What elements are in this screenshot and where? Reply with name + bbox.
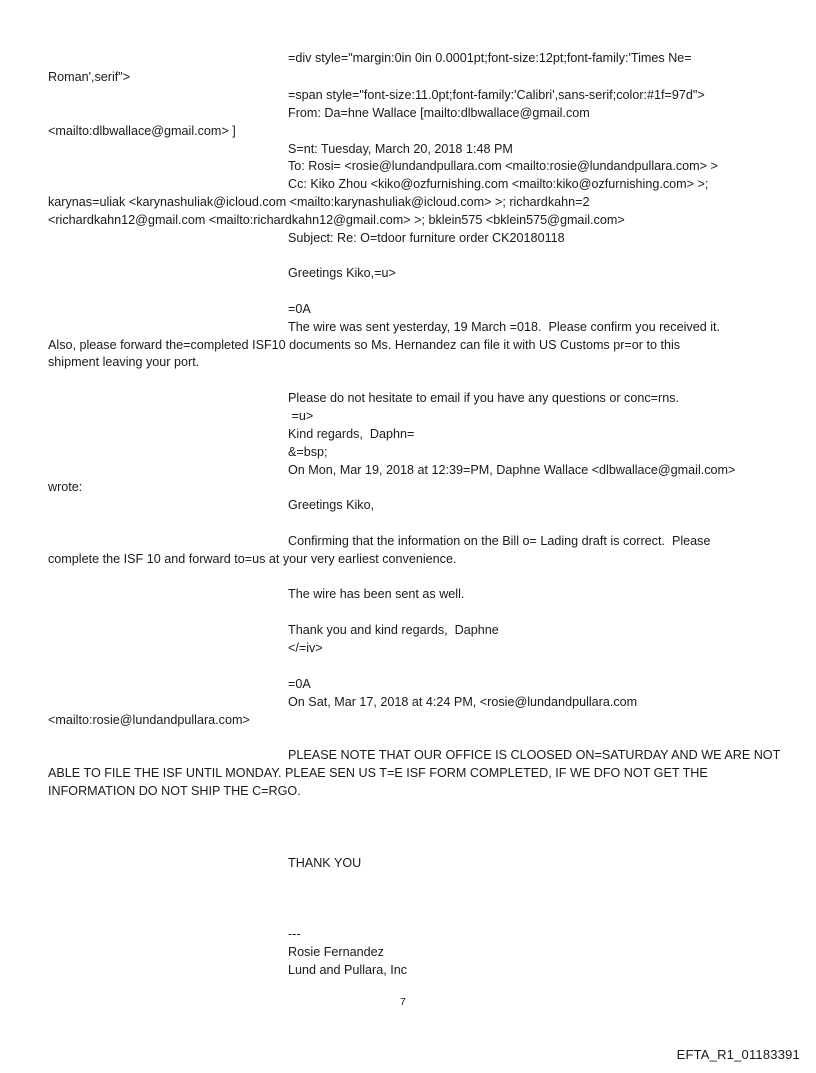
email-text-line: PLEASE NOTE THAT OUR OFFICE IS CLOOSED ON=SATURDAY AND WE ARE NOT — [288, 748, 781, 762]
email-text-line: <mailto:rosie@lundandpullara.com> — [48, 713, 250, 727]
email-text-line: <mailto:dlbwallace@gmail.com> ] — [48, 124, 236, 138]
email-text-line: On Sat, Mar 17, 2018 at 4:24 PM, <rosie@lundandpullara.com — [288, 695, 638, 709]
email-text-line: Please do not hesitate to email if you have any questions or conc=rns. — [288, 391, 679, 405]
signature-company: Lund and Pullara, Inc — [288, 963, 408, 977]
email-text-line: INFORMATION DO NOT SHIP THE C=RGO. — [48, 784, 301, 798]
email-text-line: Greetings Kiko, — [288, 498, 375, 512]
email-text-line: Kind regards, Daphn= — [288, 427, 415, 441]
email-text-line: wrote: — [48, 480, 83, 494]
bates-number: EFTA_R1_01183391 — [676, 1047, 800, 1062]
email-text-line: complete the ISF 10 and forward to=us at your very earliest convenience. — [48, 552, 457, 566]
signature-name: Rosie Fernandez — [288, 945, 384, 959]
email-text-line: shipment leaving your port. — [48, 355, 200, 369]
email-text-line: =div style="margin:0in 0in 0.0001pt;font-size:12pt;font-family:'Times Ne= — [288, 51, 692, 65]
email-text-line: <richardkahn12@gmail.com <mailto:richardkahn12@gmail.com> >; bklein575 <bklein575@gmail.com> — [48, 213, 625, 227]
email-subject-line: Subject: Re: O=tdoor furniture order CK20180118 — [288, 231, 565, 245]
signature-separator: --- — [288, 927, 301, 941]
email-text-line: On Mon, Mar 19, 2018 at 12:39=PM, Daphne Wallace <dlbwallace@gmail.com> — [288, 463, 736, 477]
email-text-line: </=iv> — [288, 641, 323, 655]
email-text-line: =u> — [288, 409, 314, 423]
email-text-line: &=bsp; — [288, 445, 328, 459]
email-text-line: Also, please forward the=completed ISF10 documents so Ms. Hernandez can file it with US Customs pr=or to this — [48, 338, 681, 352]
email-cc-line: Cc: Kiko Zhou <kiko@ozfurnishing.com <mailto:kiko@ozfurnishing.com> >; — [288, 177, 709, 191]
email-to-line: To: Rosi= <rosie@lundandpullara.com <mailto:rosie@lundandpullara.com> > — [288, 159, 718, 173]
email-text-line: The wire was sent yesterday, 19 March =018. Please confirm you received it. — [288, 320, 720, 334]
email-text-line: =0A — [288, 677, 311, 691]
email-text-line: =span style="font-size:11.0pt;font-family:'Calibri',sans-serif;color:#1f=97d"> — [288, 88, 705, 102]
email-text-line: karynas=uliak <karynashuliak@icloud.com <mailto:karynashuliak@icloud.com> >; richardkahn=2 — [48, 195, 590, 209]
email-from-line: From: Da=hne Wallace [mailto:dlbwallace@gmail.com — [288, 106, 590, 120]
page-number: 7 — [400, 996, 406, 1008]
email-text-line: =0A — [288, 302, 311, 316]
email-sent-line: S=nt: Tuesday, March 20, 2018 1:48 PM — [288, 142, 513, 156]
email-text-line: The wire has been sent as well. — [288, 587, 465, 601]
email-text-line: Greetings Kiko,=u> — [288, 266, 396, 280]
email-text-line: Confirming that the information on the Bill o= Lading draft is correct. Please — [288, 534, 711, 548]
email-text-line: Roman',serif"> — [48, 70, 131, 84]
email-text-line: Thank you and kind regards, Daphne — [288, 623, 499, 637]
email-text-line: THANK YOU — [288, 856, 362, 870]
email-text-line: ABLE TO FILE THE ISF UNTIL MONDAY. PLEAE SEN US T=E ISF FORM COMPLETED, IF WE DFO NOT GET THE — [48, 766, 708, 780]
